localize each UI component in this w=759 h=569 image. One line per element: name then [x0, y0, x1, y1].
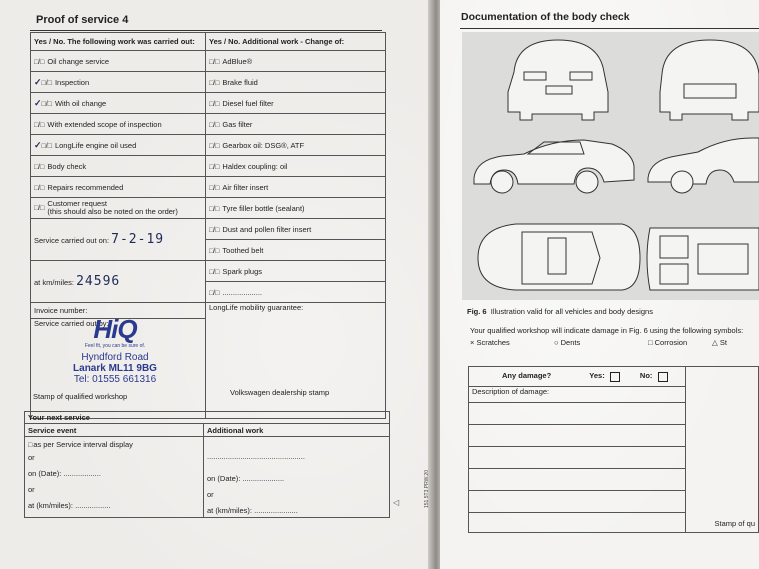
- row-with-oil-change: [31, 93, 206, 114]
- row-dust-pollen: [206, 219, 386, 240]
- description-label: Description of damage:: [472, 387, 550, 396]
- yes-no-checkbox[interactable]: □/□: [41, 100, 52, 108]
- row-label: ...................: [222, 287, 262, 297]
- symbol-instructions: Your qualified workshop will indicate damage in Fig. 6 using the following symbols:: [470, 326, 744, 335]
- row-label: Dust and pollen filter insert: [222, 224, 312, 234]
- additional-work-cell: [204, 437, 390, 518]
- row-label: Oil change service: [47, 56, 110, 66]
- stamp-address-2: Lanark ML11 9BG: [73, 363, 157, 374]
- or-label: or: [28, 485, 35, 494]
- stamp-address-1: Hyndford Road: [81, 352, 149, 363]
- yes-no-checkbox[interactable]: □/□: [209, 163, 220, 171]
- row-label: Diesel fuel filter: [222, 98, 274, 108]
- service-by-label: Service carried out by:: [34, 319, 109, 328]
- yes-no-checkbox[interactable]: □/□: [209, 121, 220, 129]
- row-label: Gas filter: [222, 119, 253, 129]
- car-outline-icon: [462, 32, 759, 300]
- on-date-field[interactable]: on (Date): ..................: [28, 469, 101, 478]
- row-gas-filter: [206, 114, 386, 135]
- at-km-field[interactable]: at (km/miles): .................: [28, 501, 111, 510]
- tick-mark: ✓: [34, 97, 42, 108]
- row-label: With extended scope of inspection: [47, 119, 162, 129]
- car-diagram[interactable]: [462, 32, 759, 300]
- yes-no-checkbox[interactable]: □/□: [34, 58, 45, 66]
- row-label: Toothed belt: [222, 245, 264, 255]
- yes-no-checkbox[interactable]: □/□: [209, 58, 220, 66]
- next-service-title: Your next service: [25, 412, 390, 424]
- symbol-scratches: × Scratches: [470, 338, 510, 347]
- row-label: With oil change: [54, 98, 107, 108]
- km-cell: [31, 261, 206, 303]
- row-inspection: [31, 72, 206, 93]
- stamp-logo: HiQ: [93, 314, 137, 344]
- yes-no-checkbox[interactable]: □/□: [41, 79, 52, 87]
- figure-number: Fig. 6: [467, 307, 487, 316]
- row-toothed-belt: [206, 240, 386, 261]
- yes-no-checkbox[interactable]: □/□: [209, 142, 220, 150]
- row-oil-change-service: [31, 51, 206, 72]
- yes-no-checkbox[interactable]: □/□: [34, 204, 45, 212]
- row-extended-scope: [31, 114, 206, 135]
- service-event-header: Service event: [25, 424, 204, 437]
- row-label: Customer request: [47, 199, 108, 208]
- yes-no-checkbox[interactable]: □/□: [209, 289, 220, 297]
- yes-no-checkbox[interactable]: □/□: [209, 247, 220, 255]
- stamp-label: Stamp of qu: [714, 519, 755, 528]
- dealer-stamp: [55, 314, 175, 385]
- yes-no-checkbox[interactable]: □/□: [209, 79, 220, 87]
- yes-no-checkbox[interactable]: □/□: [34, 121, 45, 129]
- title-rule: [460, 28, 759, 29]
- description-line[interactable]: [469, 425, 686, 447]
- description-line[interactable]: [469, 513, 686, 533]
- km-label: at km/miles:: [34, 278, 75, 287]
- row-label: Inspection: [54, 77, 90, 87]
- yes-label: Yes:: [589, 371, 605, 381]
- mobility-cell: [206, 303, 386, 419]
- service-date-value[interactable]: 7-2-19: [111, 232, 165, 247]
- row-brake-fluid: [206, 72, 386, 93]
- stamp-phone: Tel: 01555 661316: [73, 374, 157, 385]
- row-label: Spark plugs: [222, 266, 263, 276]
- yes-no-checkbox[interactable]: □/□: [34, 163, 45, 171]
- row-label: Body check: [47, 161, 87, 171]
- body-check-title: Documentation of the body check: [461, 11, 630, 23]
- title-rule: [30, 30, 382, 31]
- service-date-label: Service carried out on:: [34, 236, 110, 245]
- arrow-icon: ◁: [393, 498, 400, 507]
- row-label: AdBlue®: [222, 56, 253, 66]
- row-gearbox-oil: [206, 135, 386, 156]
- row-customer-request: [31, 198, 206, 219]
- yes-no-checkbox[interactable]: □/□: [209, 100, 220, 108]
- row-longlife-oil: [31, 135, 206, 156]
- row-tyre-filler: [206, 198, 386, 219]
- invoice-label: Invoice number:: [34, 306, 88, 315]
- damage-question-cell: [469, 367, 686, 387]
- row-other: [206, 282, 386, 303]
- yes-no-checkbox[interactable]: □/□: [209, 205, 220, 213]
- stamp-workshop-label: Stamp of qualified workshop: [33, 392, 128, 401]
- description-line[interactable]: [469, 491, 686, 513]
- yes-checkbox[interactable]: [610, 372, 620, 382]
- row-adblue: [206, 51, 386, 72]
- next-service-table: [24, 411, 390, 518]
- at-km-field-2[interactable]: at (km/miles): .....................: [207, 506, 298, 515]
- symbol-legend: [470, 338, 727, 347]
- description-line[interactable]: [469, 403, 686, 425]
- interval-option[interactable]: □as per Service interval display: [28, 440, 133, 449]
- row-label: Repairs recommended: [47, 182, 124, 192]
- stamp-tagline: Feel fit, you can be sure of.: [84, 343, 146, 349]
- on-date-field-2[interactable]: on (Date): ....................: [207, 474, 285, 483]
- symbol-dents: ○ Dents: [554, 338, 581, 347]
- page-title: Proof of service 4: [36, 14, 129, 26]
- symbol-corrosion: □ Corrosion: [648, 338, 688, 347]
- row-note: (this should also be noted on the order): [47, 207, 178, 216]
- row-diesel-fuel-filter: [206, 93, 386, 114]
- km-value[interactable]: 24596: [76, 274, 121, 289]
- stamp-cell: [686, 367, 759, 533]
- service-date-cell: [31, 219, 206, 261]
- description-line[interactable]: [469, 469, 686, 491]
- yes-no-checkbox[interactable]: □/□: [41, 142, 52, 150]
- symbol-stone-chip: △ St: [712, 338, 727, 347]
- figure-caption: [467, 307, 653, 316]
- row-label: Brake fluid: [222, 77, 258, 87]
- side-code: 151.5T3.PRW.20: [424, 470, 430, 508]
- description-line[interactable]: [469, 447, 686, 469]
- stamp-dealer-label: Volkswagen dealership stamp: [230, 388, 330, 397]
- row-label: Haldex coupling: oil: [222, 161, 288, 171]
- col2-header: Yes / No. Additional work - Change of:: [206, 33, 386, 51]
- row-body-check: [31, 156, 206, 177]
- row-label: Gearbox oil: DSG®, ATF: [222, 140, 305, 150]
- additional-work-line[interactable]: ...............................................: [207, 452, 305, 461]
- damage-label: Any damage?: [502, 371, 552, 381]
- mobility-label: LongLife mobility guarantee:: [209, 303, 304, 312]
- service-event-cell: [25, 437, 204, 518]
- or-label: or: [28, 453, 35, 462]
- figure-caption-text: Illustration valid for all vehicles and body designs: [490, 307, 653, 316]
- right-page: [440, 0, 759, 569]
- yes-no-checkbox[interactable]: □/□: [209, 268, 220, 276]
- row-haldex: [206, 156, 386, 177]
- row-repairs: [31, 177, 206, 198]
- row-air-filter: [206, 177, 386, 198]
- row-spark-plugs: [206, 261, 386, 282]
- no-label: No:: [639, 371, 653, 381]
- or-label: or: [207, 490, 214, 499]
- tick-mark: ✓: [34, 76, 42, 87]
- no-checkbox[interactable]: [658, 372, 668, 382]
- yes-no-checkbox[interactable]: □/□: [34, 184, 45, 192]
- description-row[interactable]: [469, 387, 686, 403]
- row-label: Tyre filler bottle (sealant): [222, 203, 305, 213]
- additional-work-header: Additional work: [204, 424, 390, 437]
- yes-no-checkbox[interactable]: □/□: [209, 184, 220, 192]
- yes-no-checkbox[interactable]: □/□: [209, 226, 220, 234]
- interval-label: as per Service interval display: [33, 440, 133, 449]
- row-label: Air filter insert: [222, 182, 269, 192]
- tick-mark: ✓: [34, 139, 42, 150]
- row-label: LongLife engine oil used: [54, 140, 137, 150]
- col1-header: Yes / No. The following work was carried out:: [31, 33, 206, 51]
- damage-table: [468, 366, 759, 533]
